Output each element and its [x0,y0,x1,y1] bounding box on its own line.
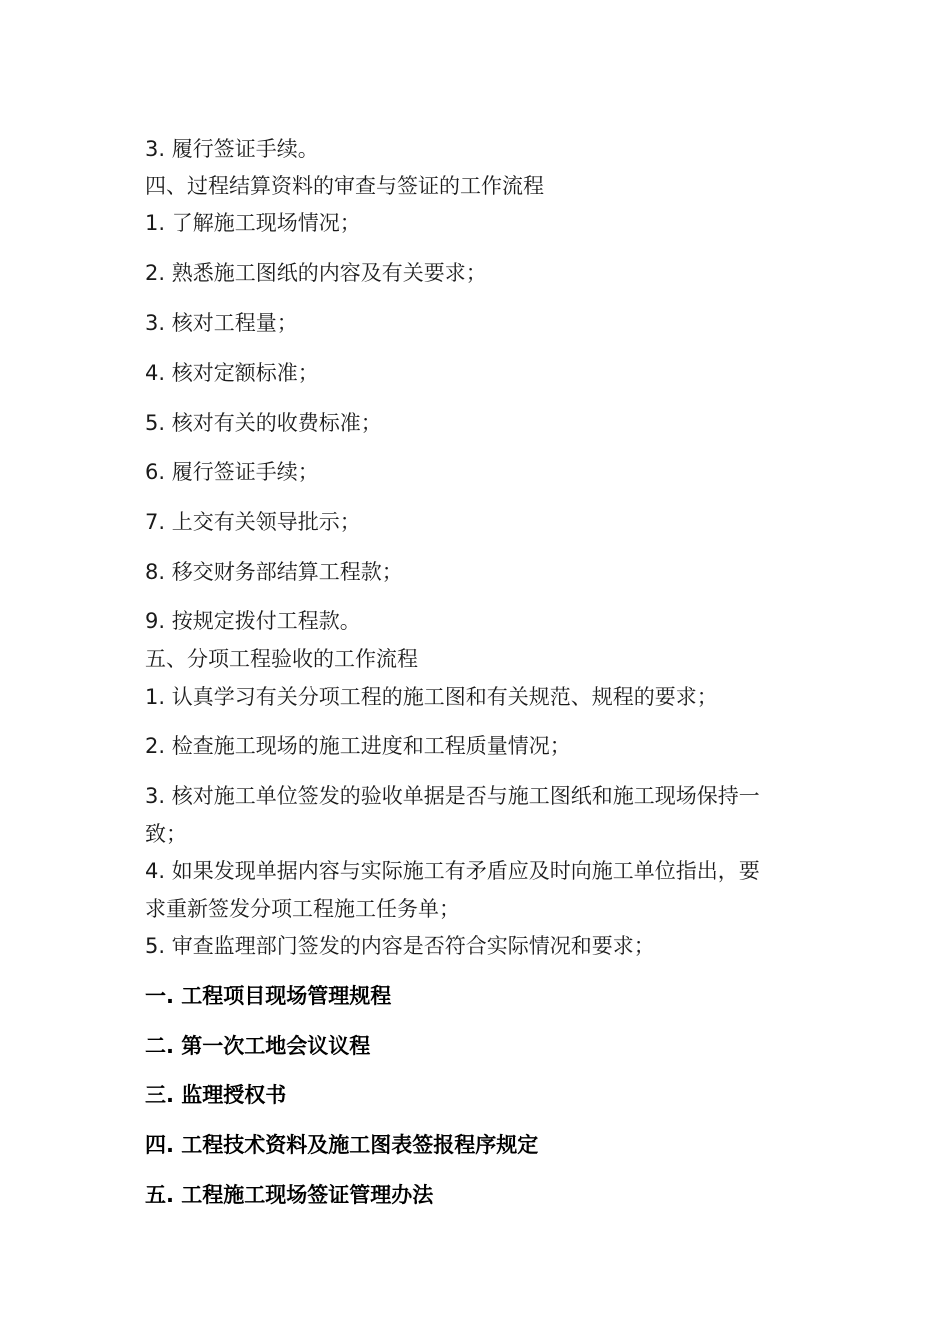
text-line: 6. 履行签证手续； [145,460,319,484]
text-line: 2. 熟悉施工图纸的内容及有关要求； [145,261,487,285]
related-document-link[interactable]: 一. 工程项目现场管理规程 [145,984,392,1008]
text-line: 求重新签发分项工程施工任务单； [145,897,460,921]
text-line: 3. 履行签证手续。 [145,137,319,161]
text-line: 1. 认真学习有关分项工程的施工图和有关规范、规程的要求； [145,685,718,709]
text-line: 1. 了解施工现场情况； [145,211,361,235]
text-line: 5. 审查监理部门签发的内容是否符合实际情况和要求； [145,934,655,958]
text-line: 致； [145,822,187,846]
section-heading: 四、过程结算资料的审查与签证的工作流程 [145,174,544,198]
text-line: 3. 核对施工单位签发的验收单据是否与施工图纸和施工现场保持一 [145,784,760,808]
related-document-link[interactable]: 四. 工程技术资料及施工图表签报程序规定 [145,1133,539,1157]
text-line: 3. 核对工程量； [145,311,298,335]
text-line: 4. 如果发现单据内容与实际施工有矛盾应及时向施工单位指出，要 [145,859,760,883]
text-line: 7. 上交有关领导批示； [145,510,361,534]
related-document-link[interactable]: 三. 监理授权书 [145,1083,287,1107]
section-heading: 五、分项工程验收的工作流程 [145,647,418,671]
text-line: 2. 检查施工现场的施工进度和工程质量情况； [145,734,571,758]
related-document-link[interactable]: 二. 第一次工地会议议程 [145,1034,371,1058]
text-line: 8. 移交财务部结算工程款； [145,560,403,584]
related-document-link[interactable]: 五. 工程施工现场签证管理办法 [145,1183,434,1207]
text-line: 9. 按规定拨付工程款。 [145,609,361,633]
text-line: 5. 核对有关的收费标准； [145,411,382,435]
text-line: 4. 核对定额标准； [145,361,319,385]
